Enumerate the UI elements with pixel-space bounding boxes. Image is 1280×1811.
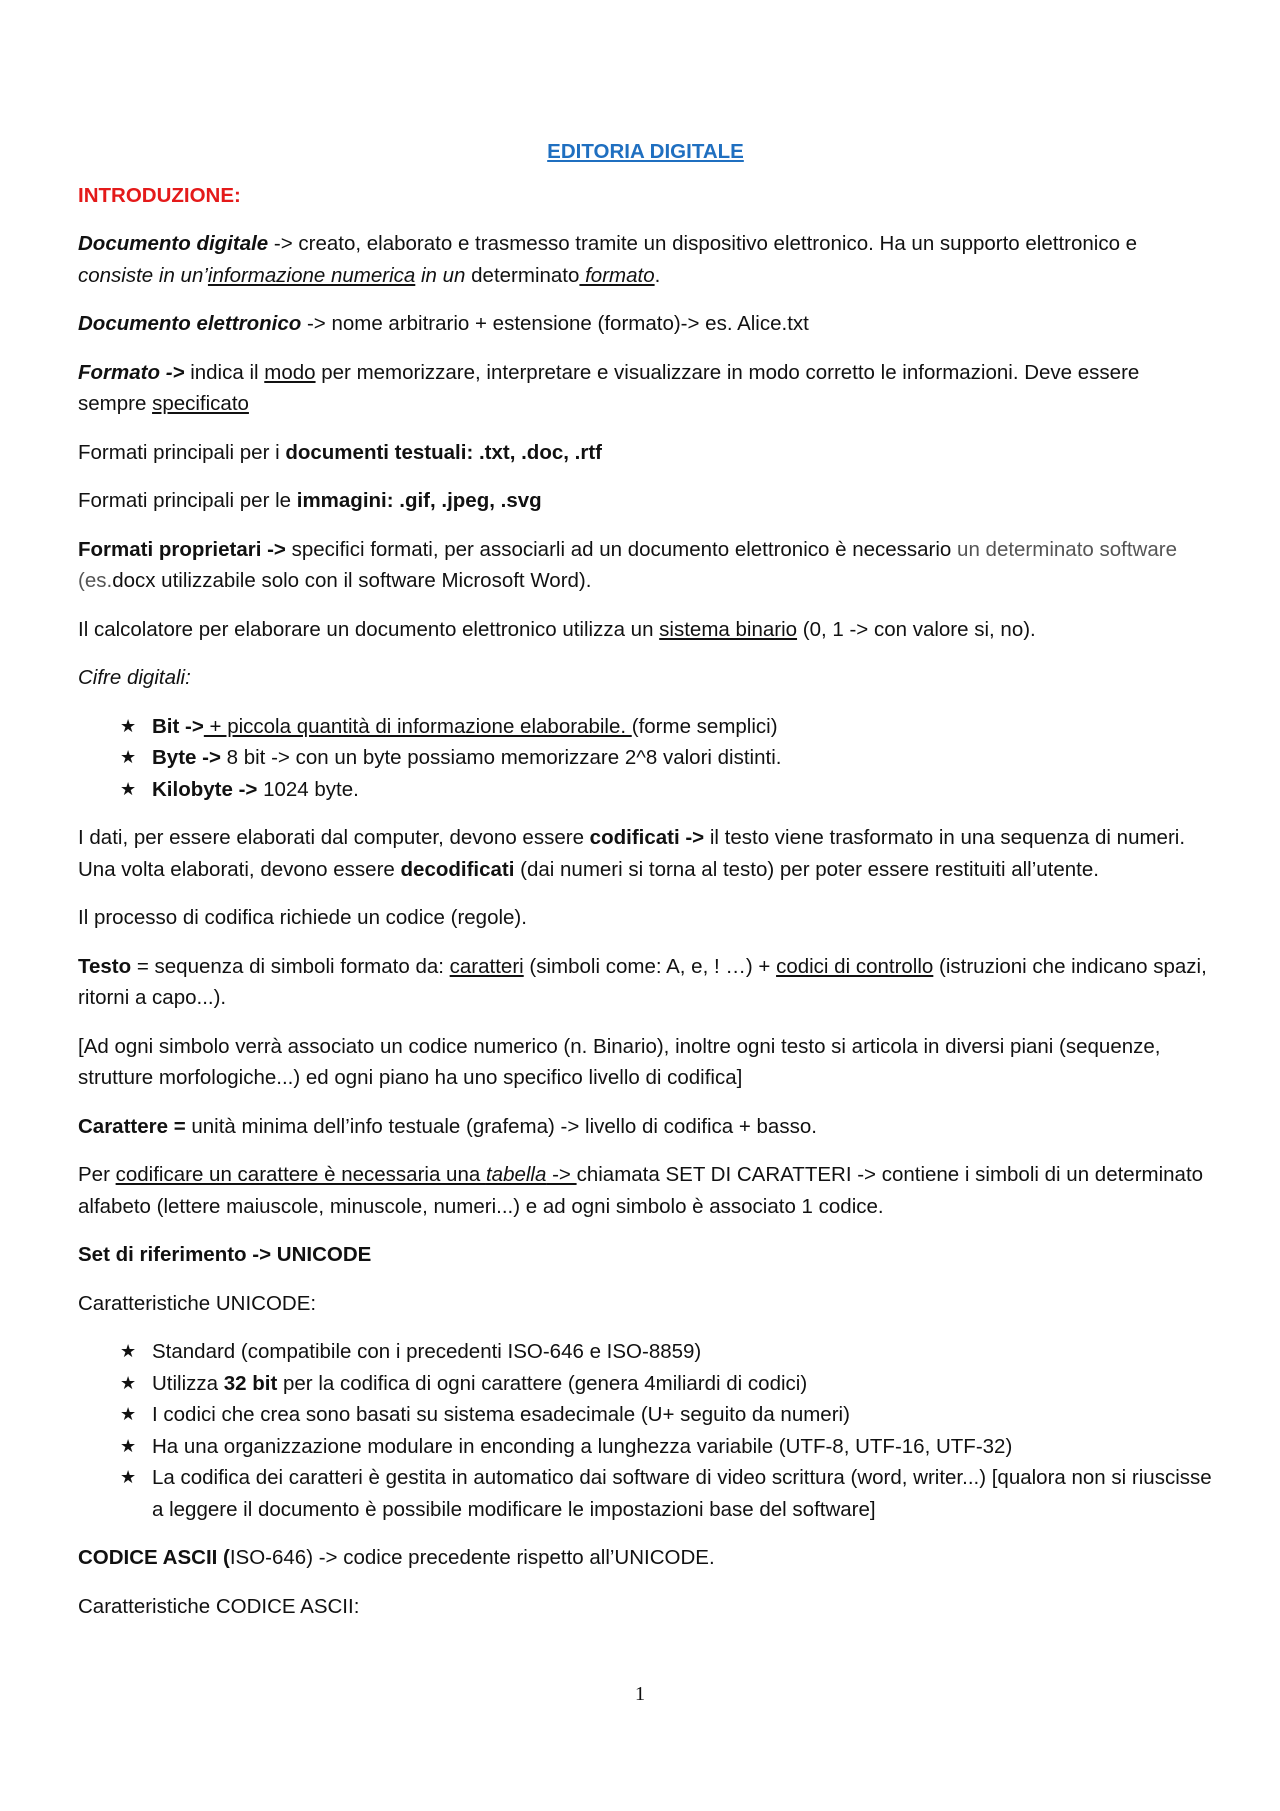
- paragraph-codice-ascii: [78, 1542, 1213, 1574]
- section-heading-introduzione: INTRODUZIONE:: [78, 183, 241, 207]
- list-item: [120, 774, 1213, 806]
- star-bullet-icon: ★: [120, 1435, 137, 1456]
- text-run: Formati principali per i: [78, 440, 286, 464]
- text-run: CODICE ASCII (: [78, 1546, 230, 1569]
- text-run: (forme semplici): [631, 714, 778, 738]
- paragraph-testo: [78, 951, 1213, 1014]
- star-bullet-icon: ★: [120, 1467, 137, 1487]
- paragraph-caratteristiche-unicode: Caratteristiche UNICODE:: [78, 1291, 317, 1315]
- text-run: Ha una organizzazione modulare in enconding a lunghezza variabile (UTF-8, UTF-16, UTF-32): [152, 1434, 1013, 1458]
- text-run: formato: [579, 263, 655, 287]
- paragraph-calcolatore: [78, 614, 1213, 646]
- text-run: sistema binario: [659, 617, 798, 641]
- text-run: 1024 byte.: [257, 777, 359, 801]
- text-run: ->: [546, 1163, 577, 1186]
- paragraph-caratteristiche-ascii: Caratteristiche CODICE ASCII:: [78, 1594, 360, 1618]
- text-run: La codifica dei caratteri è gestita in automatico dai software di video scrittura (word, writer...) [qualora non si riuscisse a leggere il documento è possibile modificare le impostazioni base del software]: [152, 1466, 1212, 1521]
- text-run: Standard (compatibile con i precedenti ISO-646 e ISO-8859): [152, 1340, 702, 1363]
- text-run: .: [654, 263, 661, 287]
- list-item: [120, 1399, 1213, 1431]
- paragraph-codice-numerico: [Ad ogni simbolo verrà associato un codice numerico (n. Binario), inoltre ogni testo si articola in diversi piani (sequenze, strutture morfologiche...) ed ogni piano ha uno specifico livello di codifica]: [78, 1034, 1161, 1089]
- text-run: immagini: .gif, .jpeg, .svg: [296, 489, 542, 512]
- list-item: [120, 742, 1213, 774]
- text-run: + piccola quantità di informazione elaborabile.: [203, 714, 632, 738]
- text-run: Formati principali per le: [78, 489, 297, 512]
- paragraph-documento-digitale: [78, 228, 1213, 291]
- text-run: specificato: [152, 392, 249, 415]
- text-run: Byte ->: [152, 746, 221, 769]
- text-run: unità minima dell’info testuale (grafema) -> livello di codifica + basso.: [185, 1114, 817, 1138]
- text-run: specifici formati, per associarli ad un documento elettronico è necessario: [285, 537, 952, 561]
- star-bullet-icon: ★: [120, 1341, 137, 1361]
- text-run: determinato: [465, 263, 580, 287]
- star-bullet-icon: ★: [120, 1404, 137, 1424]
- paragraph-documento-elettronico: [78, 308, 1213, 340]
- text-run: per memorizzare, interpretare e visualizzare in modo corretto le informazioni. Deve essere sempre: [78, 360, 1140, 415]
- text-run: per la codifica di ogni carattere (genera 4miliardi di codici): [277, 1371, 808, 1395]
- text-run: in un: [415, 263, 466, 287]
- text-run: 8 bit -> con un byte possiamo memorizzare 2^8 valori distinti.: [220, 746, 782, 769]
- list-item: [120, 1336, 1213, 1368]
- term-formato: Formato ->: [78, 360, 185, 384]
- text-run: ISO-646) -> codice precedente rispetto all’UNICODE.: [229, 1546, 715, 1569]
- text-run: = sequenza di simboli formato da:: [131, 954, 450, 978]
- paragraph-formati-immagini: [78, 485, 1213, 517]
- paragraph-carattere: [78, 1111, 1213, 1143]
- document-body: [78, 136, 1213, 1639]
- document-title: EDITORIA DIGITALE: [547, 140, 744, 163]
- list-item: [120, 1368, 1213, 1400]
- text-run: I codici che crea sono basati su sistema esadecimale (U+ seguito da numeri): [152, 1403, 850, 1426]
- star-bullet-icon: ★: [120, 1372, 137, 1393]
- text-run: Per: [78, 1163, 116, 1186]
- text-run: tabella: [485, 1163, 547, 1186]
- text-run: docx utilizzabile solo con il software Microsoft Word).: [112, 569, 592, 592]
- text-run: Testo: [78, 954, 132, 978]
- text-run: indica il: [184, 360, 265, 384]
- text-run: informazione numerica: [207, 263, 416, 287]
- paragraph-set-riferimento: Set di riferimento -> UNICODE: [78, 1243, 372, 1266]
- star-bullet-icon: ★: [120, 747, 137, 767]
- text-run: un determinato software (es.: [78, 537, 1177, 592]
- text-run: Formati proprietari ->: [78, 537, 286, 561]
- star-bullet-icon: ★: [120, 715, 137, 736]
- text-run: il testo viene trasformato in una sequenza di numeri. Una volta elaborati, devono essere: [78, 826, 1186, 881]
- text-run: (istruzioni che indicano spazi, ritorni a capo...).: [78, 954, 1207, 1009]
- text-run: Carattere =: [78, 1114, 186, 1138]
- text-run: modo: [264, 360, 316, 384]
- term-documento-digitale: Documento digitale: [78, 232, 269, 255]
- paragraph-processo-codifica: Il processo di codifica richiede un codice (regole).: [78, 906, 527, 929]
- list-item: [120, 711, 1213, 743]
- paragraph-cifre-digitali: Cifre digitali:: [78, 666, 191, 689]
- text-run: 32 bit: [223, 1371, 278, 1395]
- list-item: [120, 1431, 1213, 1463]
- list-item: [120, 1462, 1213, 1525]
- list-caratteristiche-unicode: [78, 1336, 1213, 1525]
- text-run: chiamata SET DI CARATTERI -> contiene i simboli di un determinato alfabeto (lettere maiuscole, minuscole, numeri...) e ad ogni simbolo è associato 1 codice.: [78, 1163, 1204, 1218]
- text-run: -> nome arbitrario + estensione (formato)-> es. Alice.txt: [301, 312, 809, 335]
- text-run: Utilizza: [152, 1371, 224, 1395]
- term-documento-elettronico: Documento elettronico: [78, 312, 302, 335]
- text-run: decodificati: [400, 857, 515, 881]
- text-run: (dai numeri si torna al testo) per poter essere restituiti all’utente.: [514, 857, 1099, 881]
- paragraph-set-di-caratteri: [78, 1159, 1213, 1222]
- text-run: (0, 1 -> con valore si, no).: [797, 617, 1036, 641]
- text-run: codificare un carattere è necessaria una: [115, 1163, 486, 1186]
- text-run: consiste in un’: [78, 263, 208, 287]
- text-run: -> creato, elaborato e trasmesso tramite un dispositivo elettronico. Ha un supporto elettronico e: [268, 232, 1138, 255]
- list-cifre-digitali: [78, 711, 1213, 806]
- text-run: codici di controllo: [776, 954, 934, 978]
- text-run: I dati, per essere elaborati dal computer, devono essere: [78, 826, 590, 849]
- text-run: documenti testuali: .txt, .doc, .rtf: [285, 440, 602, 464]
- text-run: codificati ->: [589, 826, 705, 849]
- paragraph-formati-proprietari: [78, 534, 1213, 597]
- paragraph-formati-testuali: [78, 437, 1213, 469]
- paragraph-formato: [78, 357, 1213, 420]
- text-run: Kilobyte ->: [152, 777, 258, 801]
- text-run: (simboli come: A, e, ! …) +: [523, 954, 777, 978]
- text-run: Il calcolatore per elaborare un documento elettronico utilizza un: [78, 617, 660, 641]
- star-bullet-icon: ★: [120, 778, 137, 799]
- text-run: caratteri: [449, 954, 524, 978]
- text-run: Bit ->: [152, 714, 204, 738]
- paragraph-codifica: [78, 822, 1213, 885]
- page-number: 1: [634, 1683, 646, 1705]
